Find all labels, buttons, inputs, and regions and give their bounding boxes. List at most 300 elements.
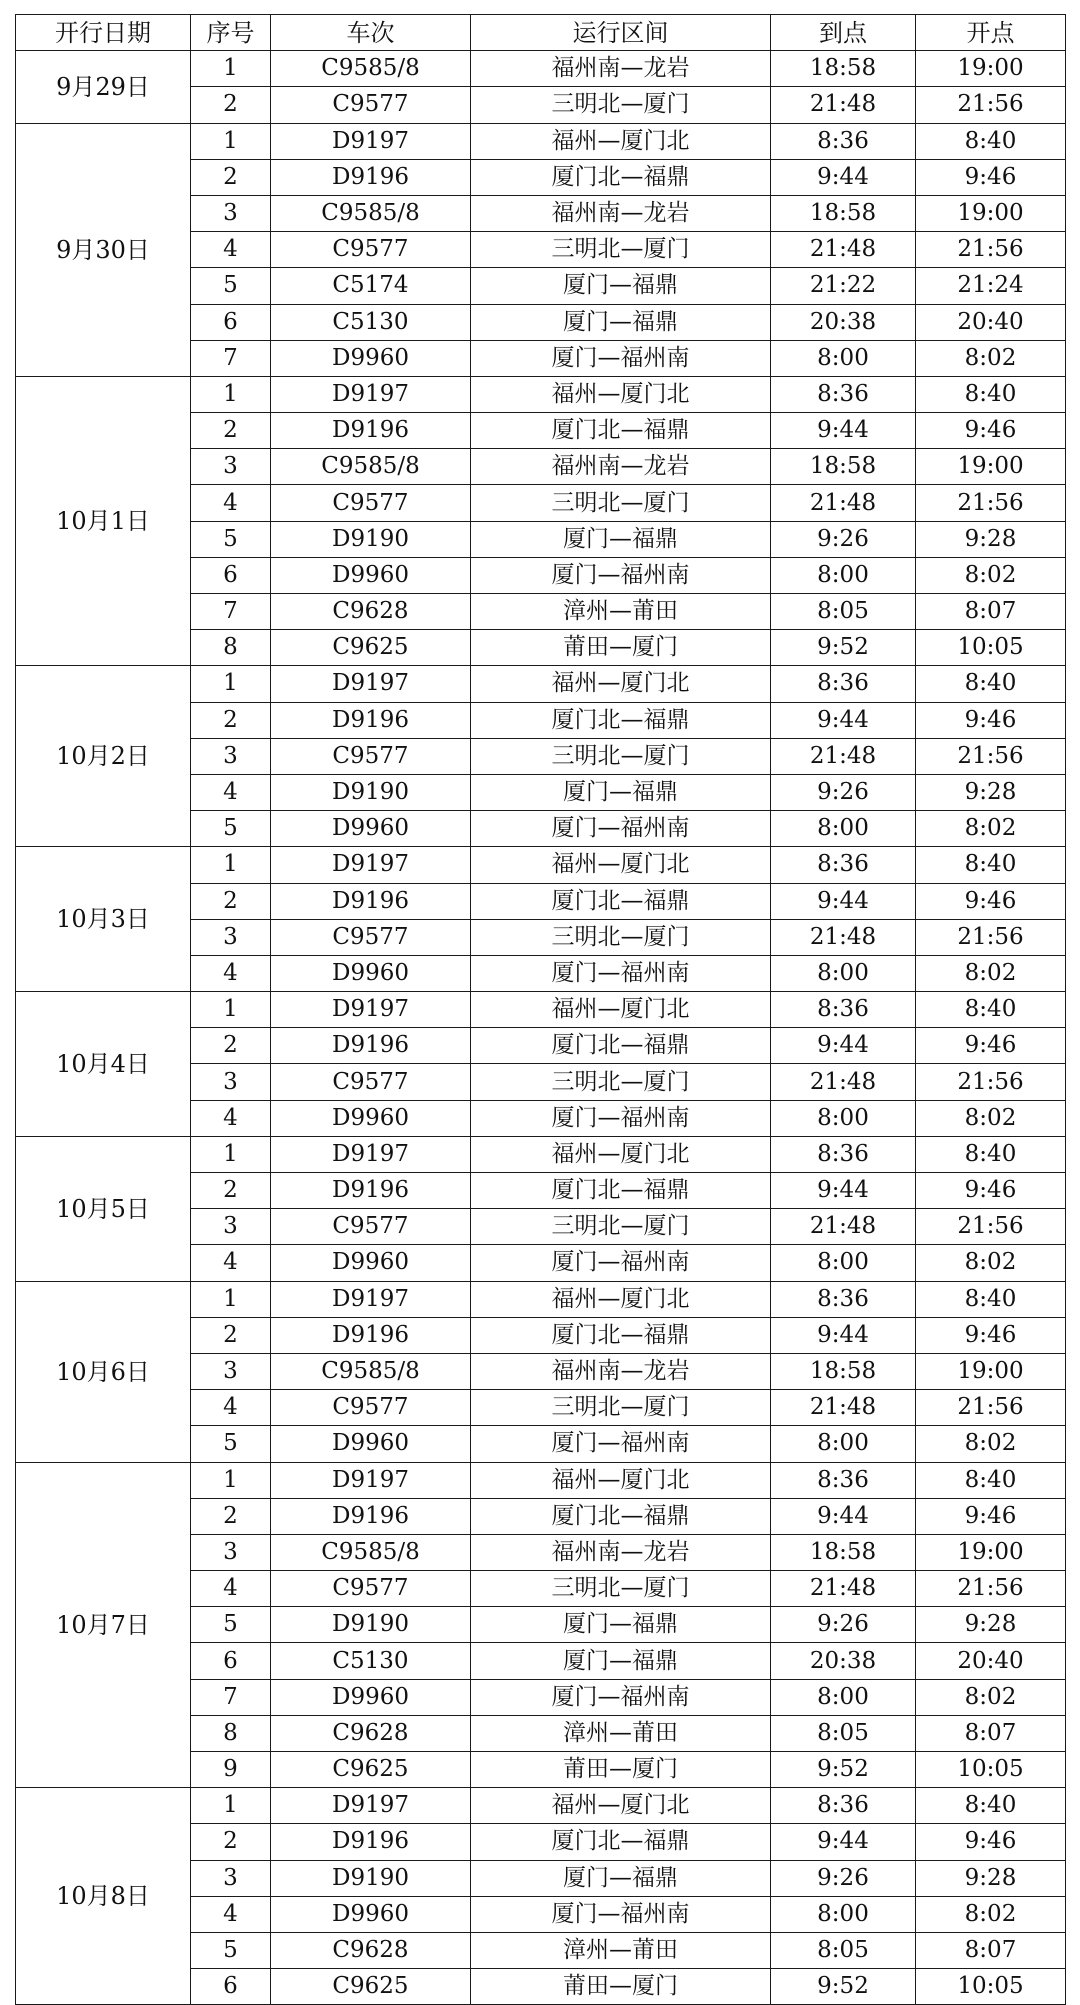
arrival-cell: 8:00 — [771, 811, 916, 847]
route-cell: 三明北—厦门 — [471, 738, 771, 774]
seq-cell: 1 — [191, 51, 271, 87]
route-cell: 厦门—福鼎 — [471, 521, 771, 557]
departure-cell: 8:40 — [916, 1136, 1066, 1172]
route-cell: 三明北—厦门 — [471, 232, 771, 268]
route-cell: 厦门北—福鼎 — [471, 159, 771, 195]
date-cell: 9月30日 — [16, 123, 191, 376]
seq-cell: 4 — [191, 1571, 271, 1607]
arrival-cell: 9:44 — [771, 1317, 916, 1353]
departure-cell: 19:00 — [916, 449, 1066, 485]
date-cell: 10月1日 — [16, 376, 191, 666]
route-cell: 福州南—龙岩 — [471, 449, 771, 485]
arrival-cell: 9:44 — [771, 1498, 916, 1534]
route-cell: 厦门—福州南 — [471, 811, 771, 847]
train-number-cell: D9196 — [271, 1824, 471, 1860]
seq-cell: 1 — [191, 847, 271, 883]
arrival-cell: 9:52 — [771, 1752, 916, 1788]
train-number-cell: C9628 — [271, 594, 471, 630]
departure-cell: 21:56 — [916, 919, 1066, 955]
route-cell: 莆田—厦门 — [471, 630, 771, 666]
departure-cell: 9:46 — [916, 1824, 1066, 1860]
departure-cell: 9:28 — [916, 1860, 1066, 1896]
arrival-cell: 21:48 — [771, 1064, 916, 1100]
seq-cell: 2 — [191, 413, 271, 449]
route-cell: 厦门—福州南 — [471, 1245, 771, 1281]
seq-cell: 5 — [191, 521, 271, 557]
departure-cell: 9:28 — [916, 1607, 1066, 1643]
train-number-cell: C9585/8 — [271, 449, 471, 485]
arrival-cell: 8:36 — [771, 1462, 916, 1498]
departure-cell: 8:07 — [916, 594, 1066, 630]
route-cell: 厦门北—福鼎 — [471, 1824, 771, 1860]
header-date: 开行日期 — [16, 15, 191, 51]
route-cell: 漳州—莆田 — [471, 594, 771, 630]
header-train: 车次 — [271, 15, 471, 51]
train-number-cell: D9960 — [271, 1245, 471, 1281]
departure-cell: 20:40 — [916, 304, 1066, 340]
arrival-cell: 21:48 — [771, 1390, 916, 1426]
seq-cell: 3 — [191, 449, 271, 485]
departure-cell: 9:46 — [916, 1317, 1066, 1353]
train-number-cell: D9196 — [271, 1028, 471, 1064]
arrival-cell: 9:26 — [771, 774, 916, 810]
table-row — [16, 847, 1066, 883]
route-cell: 福州南—龙岩 — [471, 1353, 771, 1389]
train-number-cell: C5130 — [271, 304, 471, 340]
route-cell: 厦门北—福鼎 — [471, 413, 771, 449]
seq-cell: 4 — [191, 232, 271, 268]
departure-cell: 10:05 — [916, 630, 1066, 666]
departure-cell: 8:02 — [916, 1426, 1066, 1462]
train-number-cell: D9196 — [271, 413, 471, 449]
seq-cell: 3 — [191, 1209, 271, 1245]
departure-cell: 8:02 — [916, 557, 1066, 593]
route-cell: 福州—厦门北 — [471, 992, 771, 1028]
train-number-cell: C9628 — [271, 1932, 471, 1968]
train-number-cell: C9577 — [271, 485, 471, 521]
arrival-cell: 8:36 — [771, 1136, 916, 1172]
seq-cell: 8 — [191, 1715, 271, 1751]
departure-cell: 9:46 — [916, 883, 1066, 919]
date-cell: 10月4日 — [16, 992, 191, 1137]
arrival-cell: 8:00 — [771, 955, 916, 991]
train-number-cell: D9960 — [271, 1426, 471, 1462]
route-cell: 三明北—厦门 — [471, 1064, 771, 1100]
departure-cell: 8:02 — [916, 1679, 1066, 1715]
route-cell: 福州—厦门北 — [471, 666, 771, 702]
train-number-cell: D9197 — [271, 992, 471, 1028]
seq-cell: 1 — [191, 666, 271, 702]
seq-cell: 2 — [191, 702, 271, 738]
train-number-cell: C9585/8 — [271, 51, 471, 87]
departure-cell: 8:02 — [916, 811, 1066, 847]
arrival-cell: 21:22 — [771, 268, 916, 304]
arrival-cell: 21:48 — [771, 738, 916, 774]
route-cell: 厦门北—福鼎 — [471, 1173, 771, 1209]
route-cell: 福州—厦门北 — [471, 847, 771, 883]
train-number-cell: C9577 — [271, 919, 471, 955]
route-cell: 莆田—厦门 — [471, 1969, 771, 2005]
train-number-cell: C5130 — [271, 1643, 471, 1679]
arrival-cell: 9:44 — [771, 413, 916, 449]
train-number-cell: C9628 — [271, 1715, 471, 1751]
departure-cell: 8:07 — [916, 1932, 1066, 1968]
departure-cell: 21:56 — [916, 1390, 1066, 1426]
header-route: 运行区间 — [471, 15, 771, 51]
seq-cell: 4 — [191, 1245, 271, 1281]
departure-cell: 8:40 — [916, 123, 1066, 159]
departure-cell: 8:40 — [916, 1462, 1066, 1498]
train-number-cell: D9197 — [271, 666, 471, 702]
arrival-cell: 20:38 — [771, 1643, 916, 1679]
departure-cell: 21:56 — [916, 232, 1066, 268]
table-row — [16, 51, 1066, 87]
route-cell: 厦门—福州南 — [471, 1896, 771, 1932]
arrival-cell: 9:44 — [771, 1028, 916, 1064]
train-number-cell: C9625 — [271, 1752, 471, 1788]
arrival-cell: 8:00 — [771, 1426, 916, 1462]
route-cell: 三明北—厦门 — [471, 87, 771, 123]
train-number-cell: D9960 — [271, 1896, 471, 1932]
train-number-cell: D9197 — [271, 1136, 471, 1172]
departure-cell: 8:02 — [916, 1245, 1066, 1281]
route-cell: 厦门北—福鼎 — [471, 1317, 771, 1353]
route-cell: 厦门—福州南 — [471, 1100, 771, 1136]
train-number-cell: D9960 — [271, 1679, 471, 1715]
train-number-cell: D9960 — [271, 340, 471, 376]
route-cell: 厦门北—福鼎 — [471, 883, 771, 919]
seq-cell: 4 — [191, 955, 271, 991]
route-cell: 厦门—福州南 — [471, 1679, 771, 1715]
seq-cell: 4 — [191, 1390, 271, 1426]
train-number-cell: D9190 — [271, 521, 471, 557]
route-cell: 厦门—福鼎 — [471, 304, 771, 340]
departure-cell: 8:07 — [916, 1715, 1066, 1751]
arrival-cell: 18:58 — [771, 1534, 916, 1570]
departure-cell: 8:40 — [916, 666, 1066, 702]
header-departure: 开点 — [916, 15, 1066, 51]
seq-cell: 6 — [191, 557, 271, 593]
arrival-cell: 18:58 — [771, 195, 916, 231]
departure-cell: 8:40 — [916, 992, 1066, 1028]
arrival-cell: 9:52 — [771, 1969, 916, 2005]
seq-cell: 2 — [191, 159, 271, 195]
route-cell: 三明北—厦门 — [471, 1209, 771, 1245]
train-number-cell: C9585/8 — [271, 1353, 471, 1389]
date-cell: 10月6日 — [16, 1281, 191, 1462]
departure-cell: 9:46 — [916, 1173, 1066, 1209]
header-row — [16, 15, 1066, 51]
train-number-cell: D9190 — [271, 1860, 471, 1896]
route-cell: 福州南—龙岩 — [471, 1534, 771, 1570]
arrival-cell: 21:48 — [771, 919, 916, 955]
departure-cell: 9:46 — [916, 702, 1066, 738]
arrival-cell: 9:44 — [771, 883, 916, 919]
arrival-cell: 18:58 — [771, 51, 916, 87]
departure-cell: 8:40 — [916, 1788, 1066, 1824]
departure-cell: 21:56 — [916, 1209, 1066, 1245]
table-row — [16, 1462, 1066, 1498]
seq-cell: 1 — [191, 123, 271, 159]
departure-cell: 21:56 — [916, 485, 1066, 521]
seq-cell: 5 — [191, 268, 271, 304]
arrival-cell: 9:26 — [771, 521, 916, 557]
arrival-cell: 21:48 — [771, 1209, 916, 1245]
seq-cell: 6 — [191, 1969, 271, 2005]
train-number-cell: D9197 — [271, 376, 471, 412]
seq-cell: 7 — [191, 594, 271, 630]
departure-cell: 19:00 — [916, 1534, 1066, 1570]
route-cell: 厦门北—福鼎 — [471, 1028, 771, 1064]
arrival-cell: 8:00 — [771, 1896, 916, 1932]
departure-cell: 9:46 — [916, 1028, 1066, 1064]
seq-cell: 3 — [191, 1064, 271, 1100]
route-cell: 厦门—福州南 — [471, 557, 771, 593]
arrival-cell: 9:26 — [771, 1860, 916, 1896]
seq-cell: 8 — [191, 630, 271, 666]
route-cell: 福州—厦门北 — [471, 123, 771, 159]
departure-cell: 21:56 — [916, 1571, 1066, 1607]
departure-cell: 10:05 — [916, 1969, 1066, 2005]
seq-cell: 2 — [191, 883, 271, 919]
arrival-cell: 8:05 — [771, 1715, 916, 1751]
table-row — [16, 376, 1066, 412]
route-cell: 福州南—龙岩 — [471, 51, 771, 87]
train-number-cell: D9196 — [271, 702, 471, 738]
departure-cell: 10:05 — [916, 1752, 1066, 1788]
arrival-cell: 9:26 — [771, 1607, 916, 1643]
seq-cell: 4 — [191, 1896, 271, 1932]
departure-cell: 19:00 — [916, 51, 1066, 87]
arrival-cell: 9:44 — [771, 159, 916, 195]
arrival-cell: 9:44 — [771, 1173, 916, 1209]
departure-cell: 9:46 — [916, 413, 1066, 449]
date-cell: 10月5日 — [16, 1136, 191, 1281]
arrival-cell: 9:52 — [771, 630, 916, 666]
train-number-cell: D9196 — [271, 883, 471, 919]
date-cell: 10月8日 — [16, 1788, 191, 2005]
arrival-cell: 21:48 — [771, 232, 916, 268]
seq-cell: 6 — [191, 1643, 271, 1679]
arrival-cell: 8:36 — [771, 123, 916, 159]
arrival-cell: 8:36 — [771, 666, 916, 702]
departure-cell: 20:40 — [916, 1643, 1066, 1679]
date-cell: 10月7日 — [16, 1462, 191, 1788]
arrival-cell: 8:36 — [771, 1788, 916, 1824]
departure-cell: 21:24 — [916, 268, 1066, 304]
route-cell: 三明北—厦门 — [471, 1390, 771, 1426]
departure-cell: 21:56 — [916, 738, 1066, 774]
seq-cell: 3 — [191, 1860, 271, 1896]
train-number-cell: D9190 — [271, 774, 471, 810]
arrival-cell: 20:38 — [771, 304, 916, 340]
route-cell: 厦门—福州南 — [471, 340, 771, 376]
seq-cell: 1 — [191, 376, 271, 412]
train-number-cell: C9585/8 — [271, 1534, 471, 1570]
route-cell: 福州—厦门北 — [471, 1281, 771, 1317]
route-cell: 福州—厦门北 — [471, 1136, 771, 1172]
date-cell: 10月3日 — [16, 847, 191, 992]
train-number-cell: D9196 — [271, 159, 471, 195]
route-cell: 漳州—莆田 — [471, 1715, 771, 1751]
table-row — [16, 666, 1066, 702]
seq-cell: 5 — [191, 1932, 271, 1968]
route-cell: 福州—厦门北 — [471, 1788, 771, 1824]
train-number-cell: D9196 — [271, 1317, 471, 1353]
arrival-cell: 9:44 — [771, 702, 916, 738]
route-cell: 厦门—福州南 — [471, 955, 771, 991]
train-number-cell: C9625 — [271, 630, 471, 666]
table-row — [16, 1788, 1066, 1824]
arrival-cell: 18:58 — [771, 449, 916, 485]
date-cell: 10月2日 — [16, 666, 191, 847]
departure-cell: 8:40 — [916, 376, 1066, 412]
departure-cell: 19:00 — [916, 1353, 1066, 1389]
train-number-cell: D9197 — [271, 1788, 471, 1824]
table-row — [16, 1281, 1066, 1317]
arrival-cell: 8:36 — [771, 1281, 916, 1317]
header-arrival: 到点 — [771, 15, 916, 51]
table-header — [16, 15, 1066, 51]
train-number-cell: D9960 — [271, 557, 471, 593]
seq-cell: 2 — [191, 1824, 271, 1860]
route-cell: 厦门北—福鼎 — [471, 702, 771, 738]
departure-cell: 9:28 — [916, 521, 1066, 557]
departure-cell: 8:40 — [916, 847, 1066, 883]
seq-cell: 4 — [191, 1100, 271, 1136]
seq-cell: 4 — [191, 485, 271, 521]
header-seq: 序号 — [191, 15, 271, 51]
seq-cell: 5 — [191, 1426, 271, 1462]
route-cell: 三明北—厦门 — [471, 919, 771, 955]
departure-cell: 19:00 — [916, 195, 1066, 231]
route-cell: 漳州—莆田 — [471, 1932, 771, 1968]
route-cell: 三明北—厦门 — [471, 485, 771, 521]
departure-cell: 8:02 — [916, 1896, 1066, 1932]
route-cell: 莆田—厦门 — [471, 1752, 771, 1788]
arrival-cell: 8:36 — [771, 376, 916, 412]
arrival-cell: 8:05 — [771, 1932, 916, 1968]
table-row — [16, 123, 1066, 159]
train-number-cell: C9577 — [271, 738, 471, 774]
route-cell: 厦门—福鼎 — [471, 268, 771, 304]
train-number-cell: D9197 — [271, 1281, 471, 1317]
route-cell: 厦门—福鼎 — [471, 1860, 771, 1896]
train-number-cell: C9577 — [271, 1209, 471, 1245]
seq-cell: 1 — [191, 1788, 271, 1824]
train-number-cell: C9585/8 — [271, 195, 471, 231]
route-cell: 三明北—厦门 — [471, 1571, 771, 1607]
arrival-cell: 8:00 — [771, 1245, 916, 1281]
train-schedule-table — [15, 14, 1066, 2005]
train-number-cell: D9196 — [271, 1173, 471, 1209]
route-cell: 福州南—龙岩 — [471, 195, 771, 231]
seq-cell: 2 — [191, 1173, 271, 1209]
route-cell: 厦门—福鼎 — [471, 1643, 771, 1679]
seq-cell: 7 — [191, 340, 271, 376]
seq-cell: 3 — [191, 195, 271, 231]
date-cell: 9月29日 — [16, 51, 191, 123]
route-cell: 厦门—福州南 — [471, 1426, 771, 1462]
seq-cell: 6 — [191, 304, 271, 340]
train-number-cell: D9960 — [271, 1100, 471, 1136]
route-cell: 厦门—福鼎 — [471, 774, 771, 810]
seq-cell: 2 — [191, 1498, 271, 1534]
seq-cell: 1 — [191, 1136, 271, 1172]
arrival-cell: 8:00 — [771, 557, 916, 593]
arrival-cell: 8:00 — [771, 340, 916, 376]
seq-cell: 2 — [191, 87, 271, 123]
seq-cell: 5 — [191, 811, 271, 847]
seq-cell: 1 — [191, 1281, 271, 1317]
seq-cell: 7 — [191, 1679, 271, 1715]
route-cell: 厦门北—福鼎 — [471, 1498, 771, 1534]
train-number-cell: D9197 — [271, 1462, 471, 1498]
train-number-cell: C9577 — [271, 232, 471, 268]
table-row — [16, 992, 1066, 1028]
seq-cell: 1 — [191, 1462, 271, 1498]
departure-cell: 9:46 — [916, 159, 1066, 195]
seq-cell: 5 — [191, 1607, 271, 1643]
seq-cell: 2 — [191, 1028, 271, 1064]
arrival-cell: 21:48 — [771, 87, 916, 123]
table-row — [16, 1136, 1066, 1172]
arrival-cell: 9:44 — [771, 1824, 916, 1860]
train-number-cell: D9960 — [271, 811, 471, 847]
departure-cell: 9:28 — [916, 774, 1066, 810]
arrival-cell: 21:48 — [771, 1571, 916, 1607]
departure-cell: 8:02 — [916, 955, 1066, 991]
seq-cell: 2 — [191, 1317, 271, 1353]
train-number-cell: D9197 — [271, 847, 471, 883]
train-number-cell: D9190 — [271, 1607, 471, 1643]
seq-cell: 3 — [191, 738, 271, 774]
seq-cell: 1 — [191, 992, 271, 1028]
arrival-cell: 8:05 — [771, 594, 916, 630]
departure-cell: 8:40 — [916, 1281, 1066, 1317]
train-number-cell: C9577 — [271, 87, 471, 123]
departure-cell: 9:46 — [916, 1498, 1066, 1534]
arrival-cell: 8:36 — [771, 847, 916, 883]
train-number-cell: D9197 — [271, 123, 471, 159]
train-number-cell: D9196 — [271, 1498, 471, 1534]
seq-cell: 9 — [191, 1752, 271, 1788]
seq-cell: 4 — [191, 774, 271, 810]
seq-cell: 3 — [191, 919, 271, 955]
train-number-cell: C9577 — [271, 1064, 471, 1100]
arrival-cell: 8:00 — [771, 1679, 916, 1715]
train-number-cell: C9577 — [271, 1390, 471, 1426]
table-body — [16, 51, 1066, 2005]
train-number-cell: D9960 — [271, 955, 471, 991]
departure-cell: 21:56 — [916, 87, 1066, 123]
train-number-cell: C9625 — [271, 1969, 471, 2005]
arrival-cell: 8:36 — [771, 992, 916, 1028]
departure-cell: 8:02 — [916, 340, 1066, 376]
arrival-cell: 21:48 — [771, 485, 916, 521]
seq-cell: 3 — [191, 1353, 271, 1389]
arrival-cell: 8:00 — [771, 1100, 916, 1136]
departure-cell: 21:56 — [916, 1064, 1066, 1100]
seq-cell: 3 — [191, 1534, 271, 1570]
route-cell: 福州—厦门北 — [471, 1462, 771, 1498]
route-cell: 厦门—福鼎 — [471, 1607, 771, 1643]
departure-cell: 8:02 — [916, 1100, 1066, 1136]
arrival-cell: 18:58 — [771, 1353, 916, 1389]
route-cell: 福州—厦门北 — [471, 376, 771, 412]
train-number-cell: C5174 — [271, 268, 471, 304]
train-number-cell: C9577 — [271, 1571, 471, 1607]
